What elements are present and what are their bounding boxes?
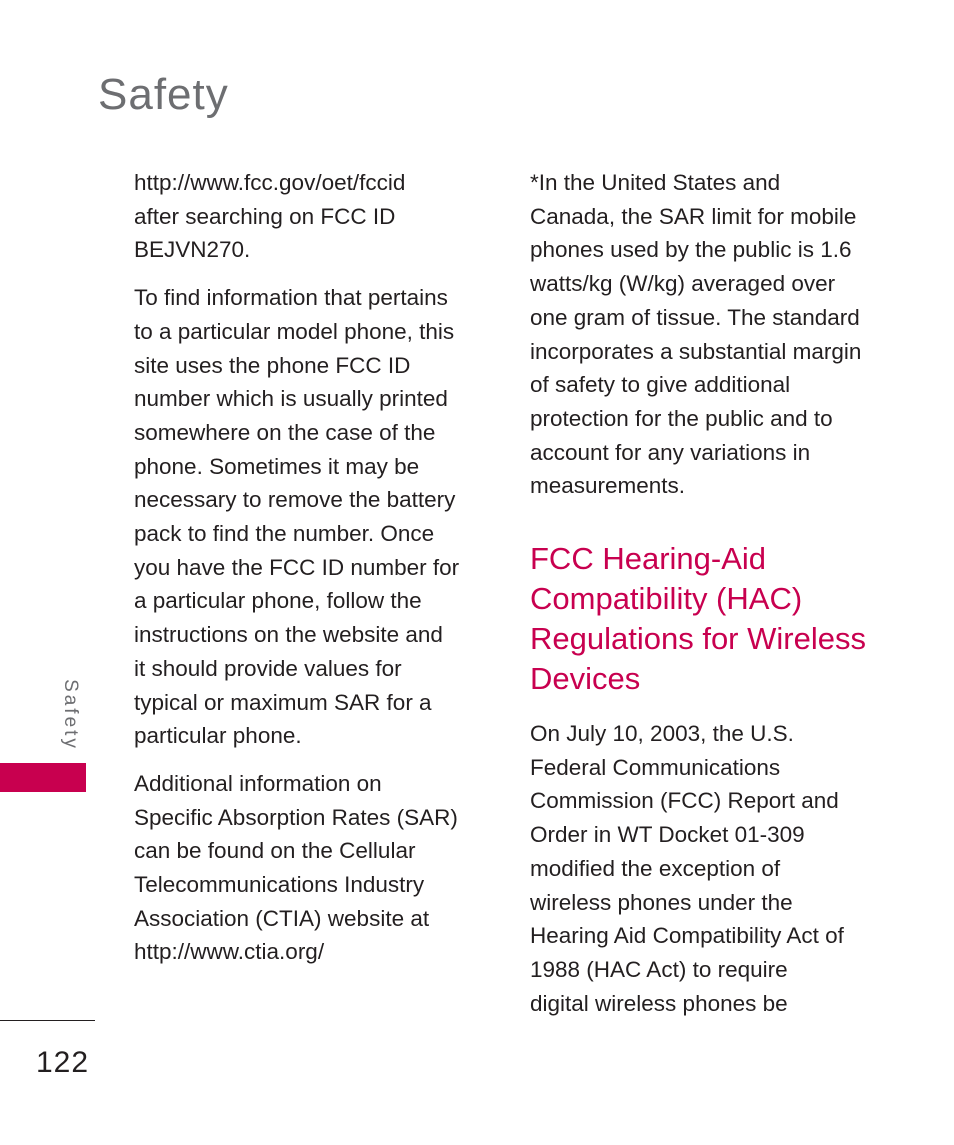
side-tab-marker (0, 763, 86, 792)
ctia-url-text[interactable]: http://www.ctia.org/ (134, 939, 325, 965)
text-line: modified the exception of (530, 855, 781, 881)
text-line: a particular phone, follow the (134, 588, 422, 614)
text-line[interactable]: http://www.fcc.gov/oet/fccid (134, 170, 406, 195)
text-line: typical or maximum SAR for a (134, 689, 432, 715)
text-line: phones used by the public is 1.6 (530, 237, 852, 263)
text-line: you have the FCC ID number for (134, 554, 460, 580)
text-line: wireless phones under the (530, 889, 793, 915)
text-line: site uses the phone FCC ID (134, 352, 411, 378)
model-phone-paragraph (134, 281, 484, 753)
sar-info-paragraph (134, 767, 484, 969)
text-line: after searching on FCC ID (134, 203, 396, 229)
text-line: somewhere on the case of the (134, 419, 436, 445)
heading-line: Compatibility (HAC) (530, 581, 803, 617)
side-tab-label: Safety (60, 679, 81, 751)
text-line: On July 10, 2003, the U.S. (530, 721, 794, 747)
text-line: measurements. (530, 473, 686, 499)
text-line: Hearing Aid Compatibility Act of (530, 923, 844, 949)
sar-limit-paragraph (530, 166, 880, 503)
fcc-id-paragraph (134, 166, 484, 267)
text-line: of safety to give additional (530, 372, 791, 398)
heading-line: FCC Hearing-Aid (530, 541, 767, 577)
page-number: 122 (36, 1046, 90, 1079)
heading-line: Regulations for Wireless (530, 621, 866, 657)
text-line: Additional information on (134, 770, 382, 796)
text-line: To find information that pertains (134, 285, 448, 311)
hac-paragraph (530, 717, 880, 1020)
text-line: can be found on the Cellular (134, 838, 416, 864)
text-line: necessary to remove the battery (134, 487, 456, 513)
text-line: instructions on the website and (134, 622, 443, 648)
text-line: Commission (FCC) Report and (530, 788, 839, 814)
text-line: number which is usually printed (134, 386, 448, 412)
text-line: *In the United States and (530, 170, 781, 195)
left-column (134, 166, 484, 983)
text-line: pack to find the number. Once (134, 521, 435, 547)
right-column (530, 166, 880, 1034)
text-line: Association (CTIA) website at (134, 905, 430, 931)
text-line: incorporates a substantial margin (530, 338, 862, 364)
text-line: BEJVN270. (134, 237, 251, 263)
text-line: Telecommunications Industry (134, 872, 425, 898)
text-line: phone. Sometimes it may be (134, 453, 420, 479)
text-line: it should provide values for (134, 655, 402, 681)
text-line: to a particular model phone, this (134, 318, 455, 344)
text-line: Order in WT Docket 01-309 (530, 822, 805, 848)
text-line: protection for the public and to (530, 405, 833, 431)
text-line: one gram of tissue. The standard (530, 304, 860, 330)
text-line: particular phone. (134, 723, 302, 749)
text-line: 1988 (HAC Act) to require (530, 956, 788, 982)
text-line: Specific Absorption Rates (SAR) (134, 804, 458, 830)
text-line: Federal Communications (530, 754, 781, 780)
section-heading-hac (530, 539, 880, 699)
text-line: watts/kg (W/kg) averaged over (530, 271, 836, 297)
text-line: digital wireless phones be (530, 990, 788, 1016)
page-title: Safety (98, 70, 229, 119)
text-line: Canada, the SAR limit for mobile (530, 203, 857, 229)
footer-divider (0, 1020, 95, 1021)
heading-line: Devices (530, 661, 641, 697)
text-line: account for any variations in (530, 439, 811, 465)
